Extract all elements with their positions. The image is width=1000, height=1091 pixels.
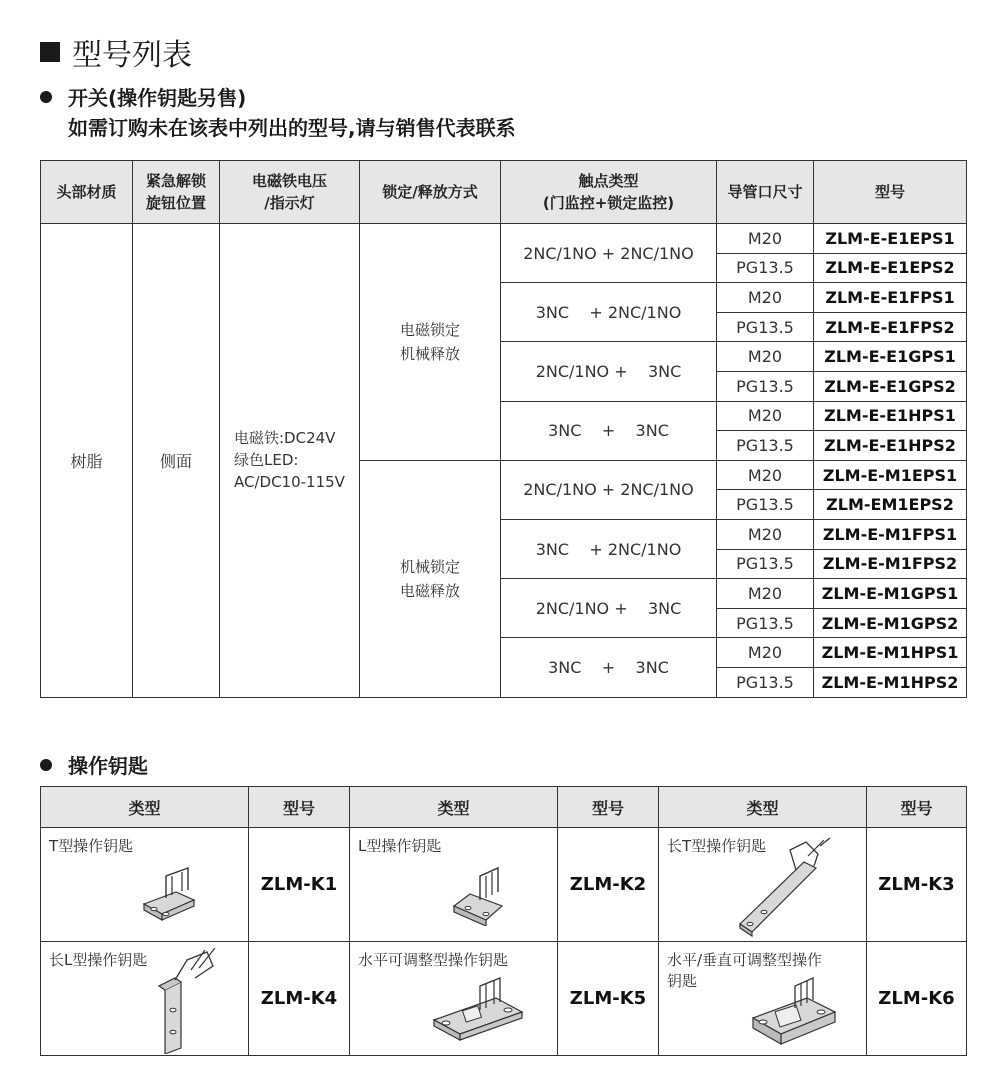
key-name: L型操作钥匙 bbox=[358, 837, 442, 855]
header-contact: 触点类型 (门监控+锁定监控) bbox=[501, 161, 717, 224]
head-material-cell: 树脂 bbox=[41, 224, 133, 698]
conduit-cell: M20 bbox=[717, 460, 814, 490]
contact-type-cell: 3NC + 3NC bbox=[501, 401, 717, 460]
model-cell: ZLM-E-E1FPS1 bbox=[814, 283, 967, 313]
long-t-key-icon bbox=[734, 836, 834, 938]
model-cell: ZLM-E-M1GPS2 bbox=[814, 608, 967, 638]
keys-header-type: 类型 bbox=[659, 787, 867, 828]
models-header-row bbox=[41, 161, 967, 224]
contact-type-cell: 2NC/1NO + 2NC/1NO bbox=[501, 224, 717, 283]
keys-header-type: 类型 bbox=[350, 787, 558, 828]
contact-type-cell: 2NC/1NO + 2NC/1NO bbox=[501, 460, 717, 519]
bullet-icon bbox=[40, 759, 52, 771]
header-voltage: 电磁铁电压 /指示灯 bbox=[220, 161, 360, 224]
model-cell: ZLM-E-M1EPS1 bbox=[814, 460, 967, 490]
key-cell bbox=[659, 942, 867, 1056]
keys-header-row bbox=[41, 787, 967, 828]
conduit-cell: PG13.5 bbox=[717, 371, 814, 401]
lock-method-line: 电磁释放 bbox=[399, 581, 460, 600]
header-conduit: 导管口尺寸 bbox=[717, 161, 814, 224]
model-cell: ZLM-E-E1GPS1 bbox=[814, 342, 967, 372]
page-title bbox=[40, 30, 192, 74]
lock-method-cell bbox=[360, 460, 501, 697]
bullet-icon bbox=[40, 91, 52, 103]
switch-heading-text: 开关(操作钥匙另售) bbox=[68, 86, 247, 110]
conduit-cell: PG13.5 bbox=[717, 490, 814, 520]
header-lock-method: 锁定/释放方式 bbox=[360, 161, 501, 224]
model-cell: ZLM-E-E1HPS2 bbox=[814, 431, 967, 461]
key-model: ZLM-K4 bbox=[249, 942, 350, 1056]
model-cell: ZLM-E-E1FPS2 bbox=[814, 312, 967, 342]
keys-row bbox=[41, 942, 967, 1056]
header-emergency: 紧急解锁 旋钮位置 bbox=[133, 161, 220, 224]
model-cell: ZLM-E-M1FPS1 bbox=[814, 519, 967, 549]
emergency-position-cell: 侧面 bbox=[133, 224, 220, 698]
page-title-text: 型号列表 bbox=[72, 38, 192, 73]
model-cell: ZLM-E-E1EPS1 bbox=[814, 224, 967, 254]
keys-table bbox=[40, 786, 967, 1056]
conduit-cell: M20 bbox=[717, 224, 814, 254]
keys-header-type: 类型 bbox=[41, 787, 249, 828]
key-heading-text: 操作钥匙 bbox=[68, 754, 148, 778]
conduit-cell: M20 bbox=[717, 342, 814, 372]
lock-method-cell bbox=[360, 224, 501, 461]
conduit-cell: PG13.5 bbox=[717, 608, 814, 638]
keys-header-model: 型号 bbox=[558, 787, 659, 828]
conduit-cell: PG13.5 bbox=[717, 312, 814, 342]
contact-type-cell: 3NC + 2NC/1NO bbox=[501, 283, 717, 342]
model-row bbox=[41, 224, 967, 254]
key-model: ZLM-K3 bbox=[867, 828, 967, 942]
key-cell bbox=[350, 828, 558, 942]
lock-method-line: 电磁锁定 bbox=[399, 320, 460, 339]
contact-type-cell: 2NC/1NO + 3NC bbox=[501, 342, 717, 401]
key-model: ZLM-K1 bbox=[249, 828, 350, 942]
switch-note: 如需订购未在该表中列出的型号,请与销售代表联系 bbox=[68, 116, 516, 140]
header-head-material: 头部材质 bbox=[41, 161, 133, 224]
key-model: ZLM-K5 bbox=[558, 942, 659, 1056]
hv-adjustable-key-icon bbox=[747, 974, 843, 1050]
conduit-cell: PG13.5 bbox=[717, 431, 814, 461]
conduit-cell: PG13.5 bbox=[717, 549, 814, 579]
key-heading bbox=[40, 750, 148, 779]
conduit-cell: M20 bbox=[717, 283, 814, 313]
keys-header-model: 型号 bbox=[249, 787, 350, 828]
key-cell bbox=[350, 942, 558, 1056]
conduit-cell: M20 bbox=[717, 638, 814, 668]
lock-method-line: 机械锁定 bbox=[399, 557, 460, 576]
model-cell: ZLM-E-M1GPS1 bbox=[814, 579, 967, 609]
model-cell: ZLM-E-M1HPS1 bbox=[814, 638, 967, 668]
long-l-key-icon bbox=[151, 948, 223, 1054]
l-key-icon bbox=[448, 864, 518, 926]
key-cell bbox=[659, 828, 867, 942]
model-cell: ZLM-E-M1HPS2 bbox=[814, 667, 967, 697]
model-cell: ZLM-E-M1FPS2 bbox=[814, 549, 967, 579]
models-table bbox=[40, 160, 967, 698]
contact-type-cell: 3NC + 3NC bbox=[501, 638, 717, 697]
model-cell: ZLM-E-E1GPS2 bbox=[814, 371, 967, 401]
voltage-line: AC/DC10-115V bbox=[234, 473, 345, 492]
voltage-cell bbox=[220, 224, 360, 698]
conduit-cell: M20 bbox=[717, 401, 814, 431]
conduit-cell: PG13.5 bbox=[717, 253, 814, 283]
conduit-cell: PG13.5 bbox=[717, 667, 814, 697]
key-cell bbox=[41, 942, 249, 1056]
contact-type-cell: 2NC/1NO + 3NC bbox=[501, 579, 717, 638]
key-cell bbox=[41, 828, 249, 942]
key-model: ZLM-K2 bbox=[558, 828, 659, 942]
key-name: 长L型操作钥匙 bbox=[49, 951, 148, 969]
key-model: ZLM-K6 bbox=[867, 942, 967, 1056]
voltage-line: 电磁铁:DC24V bbox=[234, 429, 336, 448]
voltage-line: 绿色LED: bbox=[234, 451, 299, 470]
horizontal-adjustable-key-icon bbox=[430, 974, 530, 1046]
header-model: 型号 bbox=[814, 161, 967, 224]
keys-row bbox=[41, 828, 967, 942]
switch-heading bbox=[40, 82, 246, 111]
key-name: 水平可调整型操作钥匙 bbox=[358, 951, 509, 969]
model-cell: ZLM-E-E1HPS1 bbox=[814, 401, 967, 431]
model-cell: ZLM-EM1EPS2 bbox=[814, 490, 967, 520]
square-bullet-icon bbox=[40, 42, 60, 62]
keys-header-model: 型号 bbox=[867, 787, 967, 828]
key-name: 水平/垂直可调整型操作钥匙 bbox=[667, 951, 823, 990]
key-name: 长T型操作钥匙 bbox=[667, 837, 767, 855]
contact-type-cell: 3NC + 2NC/1NO bbox=[501, 519, 717, 578]
lock-method-line: 机械释放 bbox=[399, 344, 460, 363]
key-name: T型操作钥匙 bbox=[49, 837, 134, 855]
conduit-cell: M20 bbox=[717, 579, 814, 609]
conduit-cell: M20 bbox=[717, 519, 814, 549]
model-cell: ZLM-E-E1EPS2 bbox=[814, 253, 967, 283]
t-key-icon bbox=[136, 862, 206, 922]
